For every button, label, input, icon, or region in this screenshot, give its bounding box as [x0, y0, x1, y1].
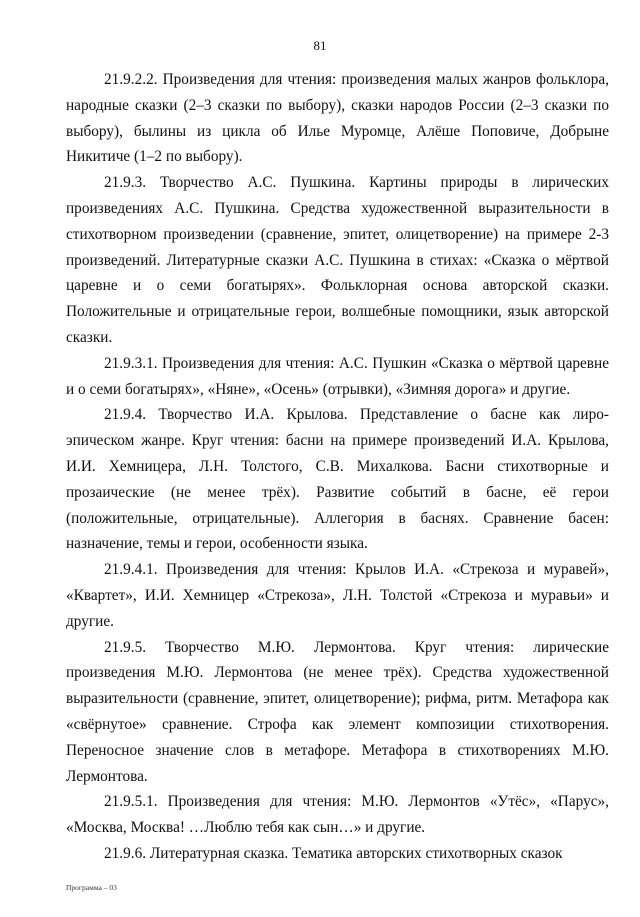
- paragraph-21-9-4: 21.9.4. Творчество И.А. Крылова. Представление о басне как лиро-эпическом жанре. Круг чтения: басни на примере произведений И.А. Крылова, И.И. Хемницера, Л.Н. Толстого, С.В. Михалкова. Басни стихотворные и прозаические (не менее трёх). Развитие событий в басне, её герои (положительные, отрицательные). Аллегория в баснях. Сравнение басен: назначение, темы и герои, особенности языка.: [66, 406, 609, 553]
- paragraph-21-9-6: 21.9.6. Литературная сказка. Тематика авторских стихотворных сказок: [104, 844, 563, 862]
- paragraph-21-9-5-1: 21.9.5.1. Произведения для чтения: М.Ю. Лермонтов «Утёс», «Парус», «Москва, Москва! …Люблю тебя как сын…» и другие.: [66, 793, 609, 837]
- paragraph-21-9-2-2: 21.9.2.2. Произведения для чтения: произведения малых жанров фольклора, народные сказки (2–3 сказки по выбору), сказки народов России (2–3 сказки по выбору), былины из цикла об Илье Муромце, Алёше Поповиче, Добрыне Никитиче (1–2 по выбору).: [66, 71, 609, 166]
- paragraph-21-9-4-1: 21.9.4.1. Произведения для чтения: Крылов И.А. «Стрекоза и муравей», «Квартет», И.И. Хемницер «Стрекоза», Л.Н. Толстой «Стрекоза и муравьи» и другие.: [66, 561, 609, 630]
- paragraph-21-9-3: 21.9.3. Творчество А.С. Пушкина. Картины природы в лирических произведениях А.С. Пушкина. Средства художественной выразительности в стихотворном произведении (сравнение, эпитет, олицетворение) на примере 2-3 произведений. Литературные сказки А.С. Пушкина в стихах: «Сказка о мёртвой царевне и о семи богатырях». Фольклорная основа авторской сказки. Положительные и отрицательные герои, волшебные помощники, язык авторской сказки.: [66, 174, 609, 346]
- document-body: [66, 67, 609, 867]
- page-number: 81: [313, 38, 327, 53]
- paragraph-21-9-3-1: 21.9.3.1. Произведения для чтения: А.С. Пушкин «Сказка о мёртвой царевне и о семи богатырях», «Няне», «Осень» (отрывки), «Зимняя дорога» и другие.: [66, 354, 609, 398]
- footer-label: Программа – 03: [66, 883, 117, 892]
- paragraph-21-9-5: 21.9.5. Творчество М.Ю. Лермонтова. Круг чтения: лирические произведения М.Ю. Лермонтова (не менее трёх). Средства художественной выразительности (сравнение, эпитет, олицетворение); рифма, ритм. Метафора как «свёрнутое» сравнение. Строфа как элемент композиции стихотворения. Переносное значение слов в метафоре. Метафора в стихотворениях М.Ю. Лермонтова.: [66, 638, 609, 785]
